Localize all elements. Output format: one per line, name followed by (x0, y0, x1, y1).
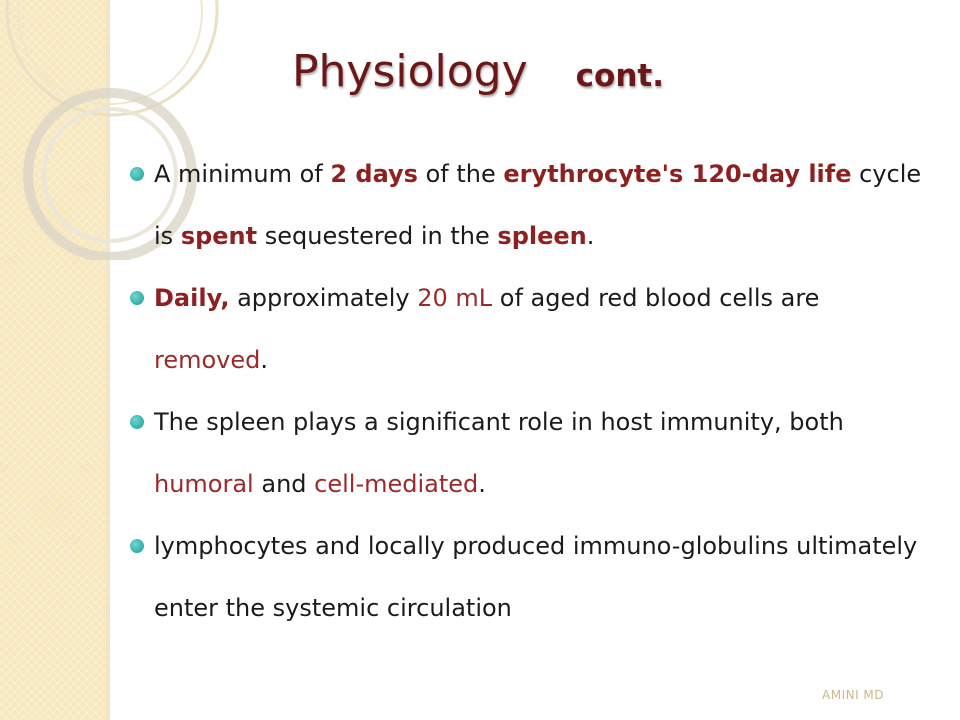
bullet-text-segment: cell-mediated (314, 470, 479, 498)
bullet-text-segment: removed (154, 346, 261, 374)
bullet-text-segment: cycle is (154, 160, 922, 250)
bullet-text-segment: . (586, 222, 595, 250)
bullet-text-segment: The spleen plays a significant role in host immunity, both (154, 408, 844, 436)
bullet-dot-icon (130, 291, 144, 305)
bullet-list (124, 143, 934, 639)
bullet-text-segment: Daily, (154, 284, 230, 312)
bullet-text-segment: spent (180, 222, 258, 250)
footer-author: AMINI MD (822, 688, 885, 702)
bullet-text-segment: of aged red blood cells are (492, 284, 820, 312)
title-suffix: cont. (575, 58, 664, 94)
bullet-dot-icon (130, 539, 144, 553)
bullet-item (124, 515, 934, 639)
bullet-text-segment: erythrocyte's 120-day life (503, 160, 852, 188)
bullet-text-segment: . (260, 346, 269, 374)
bullet-dot-icon (130, 415, 144, 429)
bullet-text-segment: . (478, 470, 486, 498)
bullet-text-segment: A minimum of (154, 160, 331, 188)
title-text: Physiology (292, 46, 528, 97)
bullet-text-segment: 20 mL (417, 284, 493, 312)
bullet-dot-icon (130, 167, 144, 181)
bullet-text-segment: of the (417, 160, 504, 188)
slide-title (292, 46, 664, 116)
bullet-text-segment: approximately (229, 284, 418, 312)
bullet-text-segment: spleen (497, 222, 587, 250)
bullet-item (124, 267, 934, 391)
bullet-text-segment: 2 days (330, 160, 418, 188)
bullet-text-segment: lymphocytes and locally produced immuno-globulins ultimately enter the systemic circulation (154, 532, 918, 622)
bullet-text-segment: and (253, 470, 315, 498)
bullet-item (124, 143, 934, 267)
bullet-text-segment: sequestered in the (257, 222, 498, 250)
bullet-item (124, 391, 934, 515)
bullet-text-segment: humoral (154, 470, 254, 498)
